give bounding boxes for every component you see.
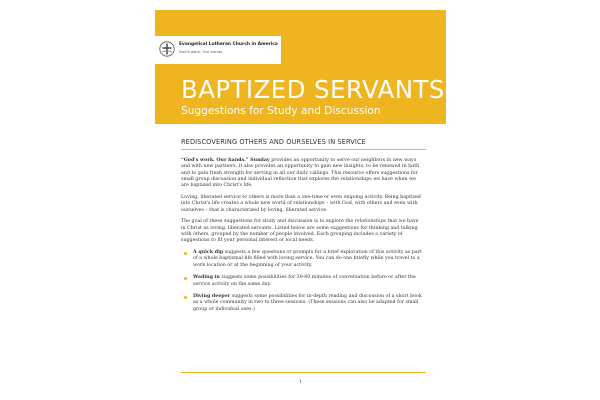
org-name: Evangelical Lutheran Church in America (179, 42, 278, 47)
bullet-dot-icon (184, 277, 187, 280)
bullet-dot-icon (184, 252, 187, 255)
list-item-lead: A quick dip (193, 250, 224, 256)
list-item-text: suggests some possibilities for in-depth reading and discussion of a short book as a whole community in two to three sessions. (These sessions can also be adapted for small group or individual uses.) (193, 294, 422, 312)
cross-logo-icon (159, 41, 175, 57)
list-item-text: suggests a few questions or prompts for a brief exploration of this activity as part of a whole baptismal life filled with loving service. You can do one briefly while you travel to a work location or at the beginning of your activity. (193, 250, 422, 268)
goal-text-a: The goal of these suggestions for study and discussion is to explore the (181, 219, 355, 225)
document-title: BAPTIZED SERVANTS (181, 75, 445, 104)
goal-text-b: that we have in Christ as loving, liberated servants. Listed below are some suggestions for thinking and talking with others, grouped by the number of people involved. Each grouping includes a variety of suggestions to fit your personal interest or local needs. (181, 219, 419, 244)
goal-emphasis: relationships (354, 219, 386, 225)
document-page (155, 0, 446, 400)
intro-text: provides an opportunity to serve our neighbors in new ways and with new partners. It also provides an opportunity to gain new insights, to be renewed in faith and to gain fresh strength for serving in all our daily callings. This resource offers suggestions for small group discussion and individual reflection that explores the relationships we have when we are baptized into Christ's life. (181, 158, 420, 189)
document-subtitle: Suggestions for Study and Discussion (181, 105, 381, 117)
suggestion-list (181, 250, 422, 313)
footer-divider (181, 372, 426, 373)
bullet-dot-icon (184, 296, 187, 299)
intro-lead: “God's work. Our hands.” Sunday (181, 158, 270, 163)
paragraph-intro (181, 158, 422, 189)
paragraph-service: Loving, liberated service to others is more than a one-time or even ongoing activity. Being baptized into Christ's life creates a whole new world of relationships – with God, with others and even with ourselves – that is characterized by loving, liberated service. (181, 194, 421, 213)
list-item-lead: Diving deeper (193, 294, 231, 300)
org-tagline: God's work. Our hands. (179, 49, 224, 54)
body-text (181, 158, 422, 319)
section-heading: REDISCOVERING OTHERS AND OURSELVES IN SERVICE (181, 138, 366, 146)
page-number: 1 (299, 380, 302, 385)
header-band (155, 10, 446, 124)
list-item-lead: Wading in (193, 275, 220, 281)
section-divider (181, 149, 426, 150)
list-item (181, 275, 422, 288)
paragraph-goal (181, 219, 422, 244)
list-item (181, 250, 422, 269)
elca-logo (155, 36, 281, 64)
list-item (181, 294, 422, 313)
list-item-text: suggests some possibilities for 30-60 minutes of conversation before or after the service activity on the same day. (193, 275, 416, 287)
